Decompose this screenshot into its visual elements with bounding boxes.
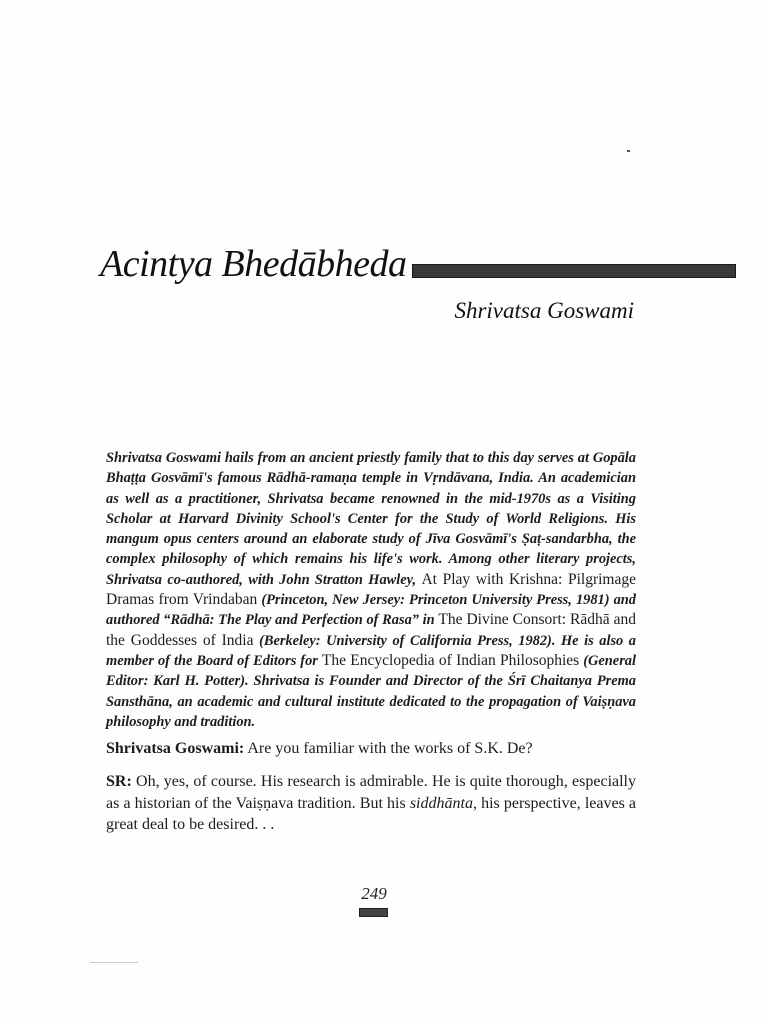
chapter-author: Shrivatsa Goswami bbox=[454, 298, 634, 323]
dialogue-question bbox=[106, 738, 636, 760]
book-title: The Encyclopedia of Indian Philosophies bbox=[321, 651, 580, 669]
sanskrit-term: siddhānta, bbox=[409, 794, 477, 812]
book-title: At Play with Krishna: Pilgrimage Dramas from Vrindaban bbox=[106, 570, 636, 609]
chapter-header bbox=[100, 242, 640, 292]
scan-speck bbox=[627, 150, 630, 152]
answer-text: his perspective, leaves a great deal to be desired. . . bbox=[106, 794, 637, 833]
bio-text: Shrivatsa Goswami hails from an ancient priestly family that to this day serves at Gopāla Bhaṭṭa Gosvāmī's famous Rādhā-ramaṇa temple in Vṛndāvana, India. An academician as well as a practitioner, Shrivatsa became renowned in the mid-1970s as a Visiting Scholar at Harvard Divinity School's Center for the Study of World Religions. His mangum opus centers around an elaborate study of Jīva Gosvāmī's Ṣaṭ-sandarbha, the complex philosophy of which remains his life's work. Among other literary projects, Shrivatsa co-authored, with John Stratton Hawley, bbox=[106, 450, 636, 588]
chapter-title: Acintya Bhedābheda bbox=[100, 243, 407, 285]
question-text: Are you familiar with the works of S.K. De? bbox=[247, 740, 533, 757]
speaker-name: SR: bbox=[106, 773, 132, 790]
bio-text: (General Editor: Karl H. Potter). Shrivatsa is Founder and Director of the Śrī Chaitanya Prema Sansthāna, an academic and cultural institute dedicated to the propagation of Vaiṣṇava philosophy and tradition. bbox=[106, 652, 636, 730]
book-title: The Divine Consort: Rādhā and the Goddesses of India bbox=[106, 611, 637, 649]
scan-speck bbox=[90, 962, 138, 963]
answer-text: Oh, yes, of course. His research is admirable. He is quite thorough, especially as a historian of the Vaiṣṇava tradition. But his bbox=[106, 773, 637, 812]
bio-text: (Berkeley: University of California Press, 1982). He is also a member of the Board of Editors for bbox=[106, 632, 636, 669]
dialogue-answer bbox=[106, 771, 636, 836]
author-bio-paragraph bbox=[106, 448, 636, 732]
title-rule-bar bbox=[412, 264, 736, 278]
page-number-bar bbox=[359, 908, 388, 917]
page-number: 249 bbox=[361, 884, 387, 903]
speaker-name: Shrivatsa Goswami: bbox=[106, 740, 245, 757]
bio-text: (Princeton, New Jersey: Princeton University Press, 1981) and authored “Rādhā: The Play and Perfection of Rasa” in bbox=[106, 592, 636, 629]
